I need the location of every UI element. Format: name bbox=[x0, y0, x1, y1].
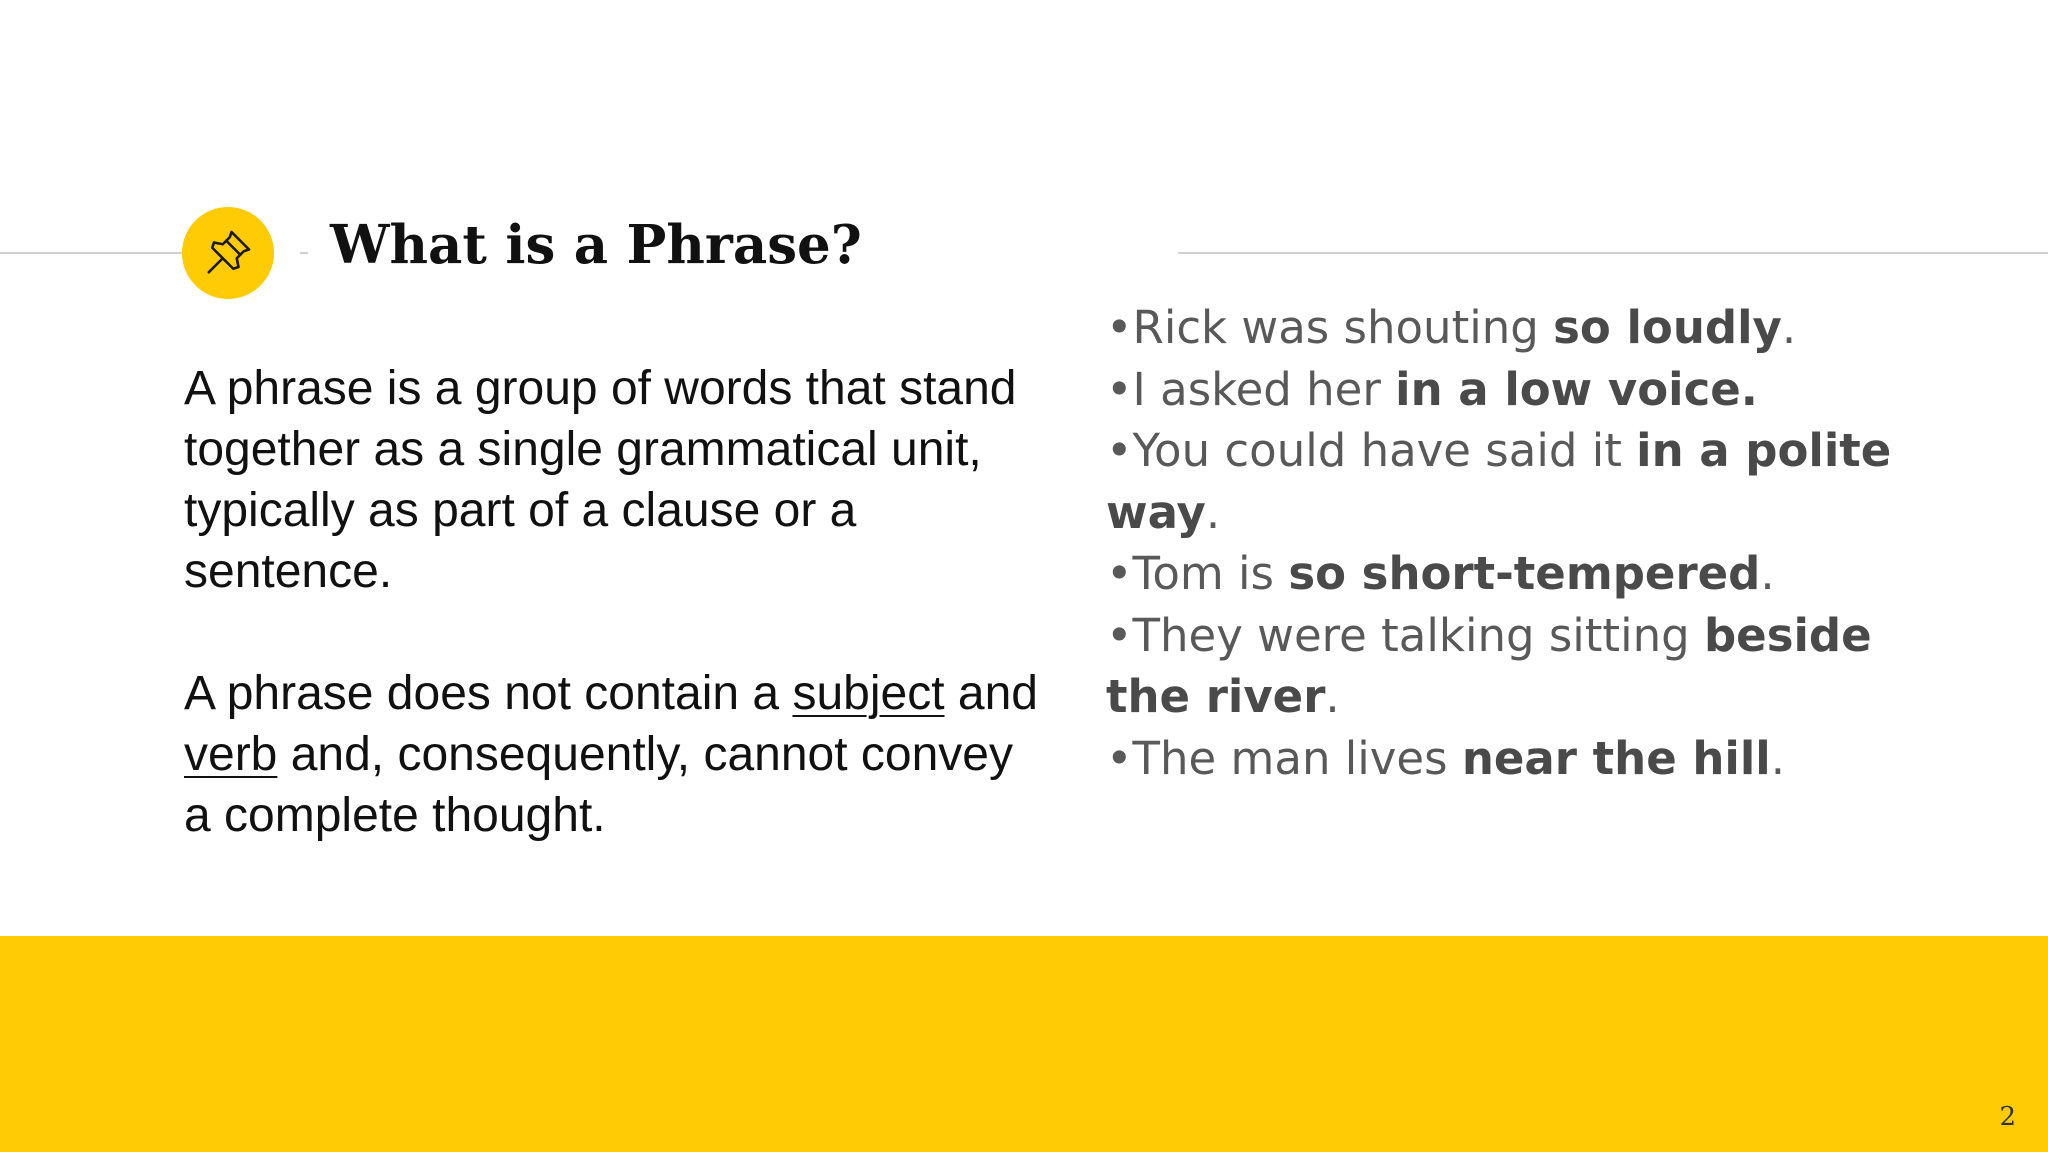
example-phrase: near the hill bbox=[1461, 731, 1771, 785]
slide-title: What is a Phrase? bbox=[330, 214, 862, 276]
example-item bbox=[1106, 297, 1906, 359]
example-item bbox=[1106, 605, 1906, 728]
example-phrase: in a polite way bbox=[1106, 424, 1892, 539]
example-phrase: so short-tempered bbox=[1288, 547, 1761, 600]
example-punctuation: . bbox=[1325, 670, 1340, 723]
definition-paragraph-2 bbox=[184, 663, 1044, 846]
example-text: You could have said it bbox=[1132, 424, 1637, 477]
bullet-glyph: • bbox=[1106, 608, 1133, 662]
example-text: The man lives bbox=[1132, 731, 1462, 785]
definition-paragraph-1: A phrase is a group of words that stand together as a single grammatical unit, typically as part of a clause or a sentence. bbox=[184, 362, 1017, 598]
example-punctuation: . bbox=[1781, 301, 1797, 354]
example-punctuation: . bbox=[1760, 547, 1775, 600]
example-phrase: beside the river bbox=[1106, 608, 1872, 723]
example-item bbox=[1106, 420, 1906, 543]
page-number: 2 bbox=[1999, 1102, 2016, 1132]
example-punctuation: . bbox=[1205, 485, 1221, 539]
example-text: They were talking sitting bbox=[1132, 608, 1704, 662]
example-item bbox=[1106, 728, 1906, 790]
definition-text-end: and, consequently, cannot convey a complete thought. bbox=[184, 728, 1013, 842]
bullet-glyph: • bbox=[1106, 362, 1133, 416]
pin-badge bbox=[182, 207, 274, 299]
header-divider-mid bbox=[300, 252, 308, 254]
example-item bbox=[1106, 543, 1906, 605]
example-phrase: so loudly bbox=[1553, 301, 1782, 354]
example-item bbox=[1106, 359, 1906, 421]
footer-band bbox=[0, 936, 2048, 1152]
verb-link[interactable]: verb bbox=[184, 728, 278, 781]
bullet-glyph: • bbox=[1106, 301, 1133, 354]
definition-text bbox=[184, 358, 1044, 846]
example-phrase: in a low voice. bbox=[1395, 362, 1758, 416]
example-punctuation: . bbox=[1770, 731, 1785, 785]
bullet-glyph: • bbox=[1106, 731, 1133, 785]
example-text: I asked her bbox=[1132, 362, 1396, 416]
header-divider-right bbox=[1178, 252, 2048, 254]
definition-text-and: and bbox=[944, 667, 1038, 720]
example-text: Rick was shouting bbox=[1132, 301, 1554, 354]
header-divider-left bbox=[0, 252, 182, 254]
bullet-glyph: • bbox=[1106, 547, 1133, 600]
bullet-glyph: • bbox=[1106, 424, 1133, 477]
subject-link[interactable]: subject bbox=[792, 667, 945, 720]
pushpin-icon bbox=[200, 225, 256, 281]
examples-list bbox=[1106, 297, 1906, 789]
example-text: Tom is bbox=[1132, 547, 1289, 600]
definition-text-start: A phrase does not contain a bbox=[184, 667, 793, 720]
